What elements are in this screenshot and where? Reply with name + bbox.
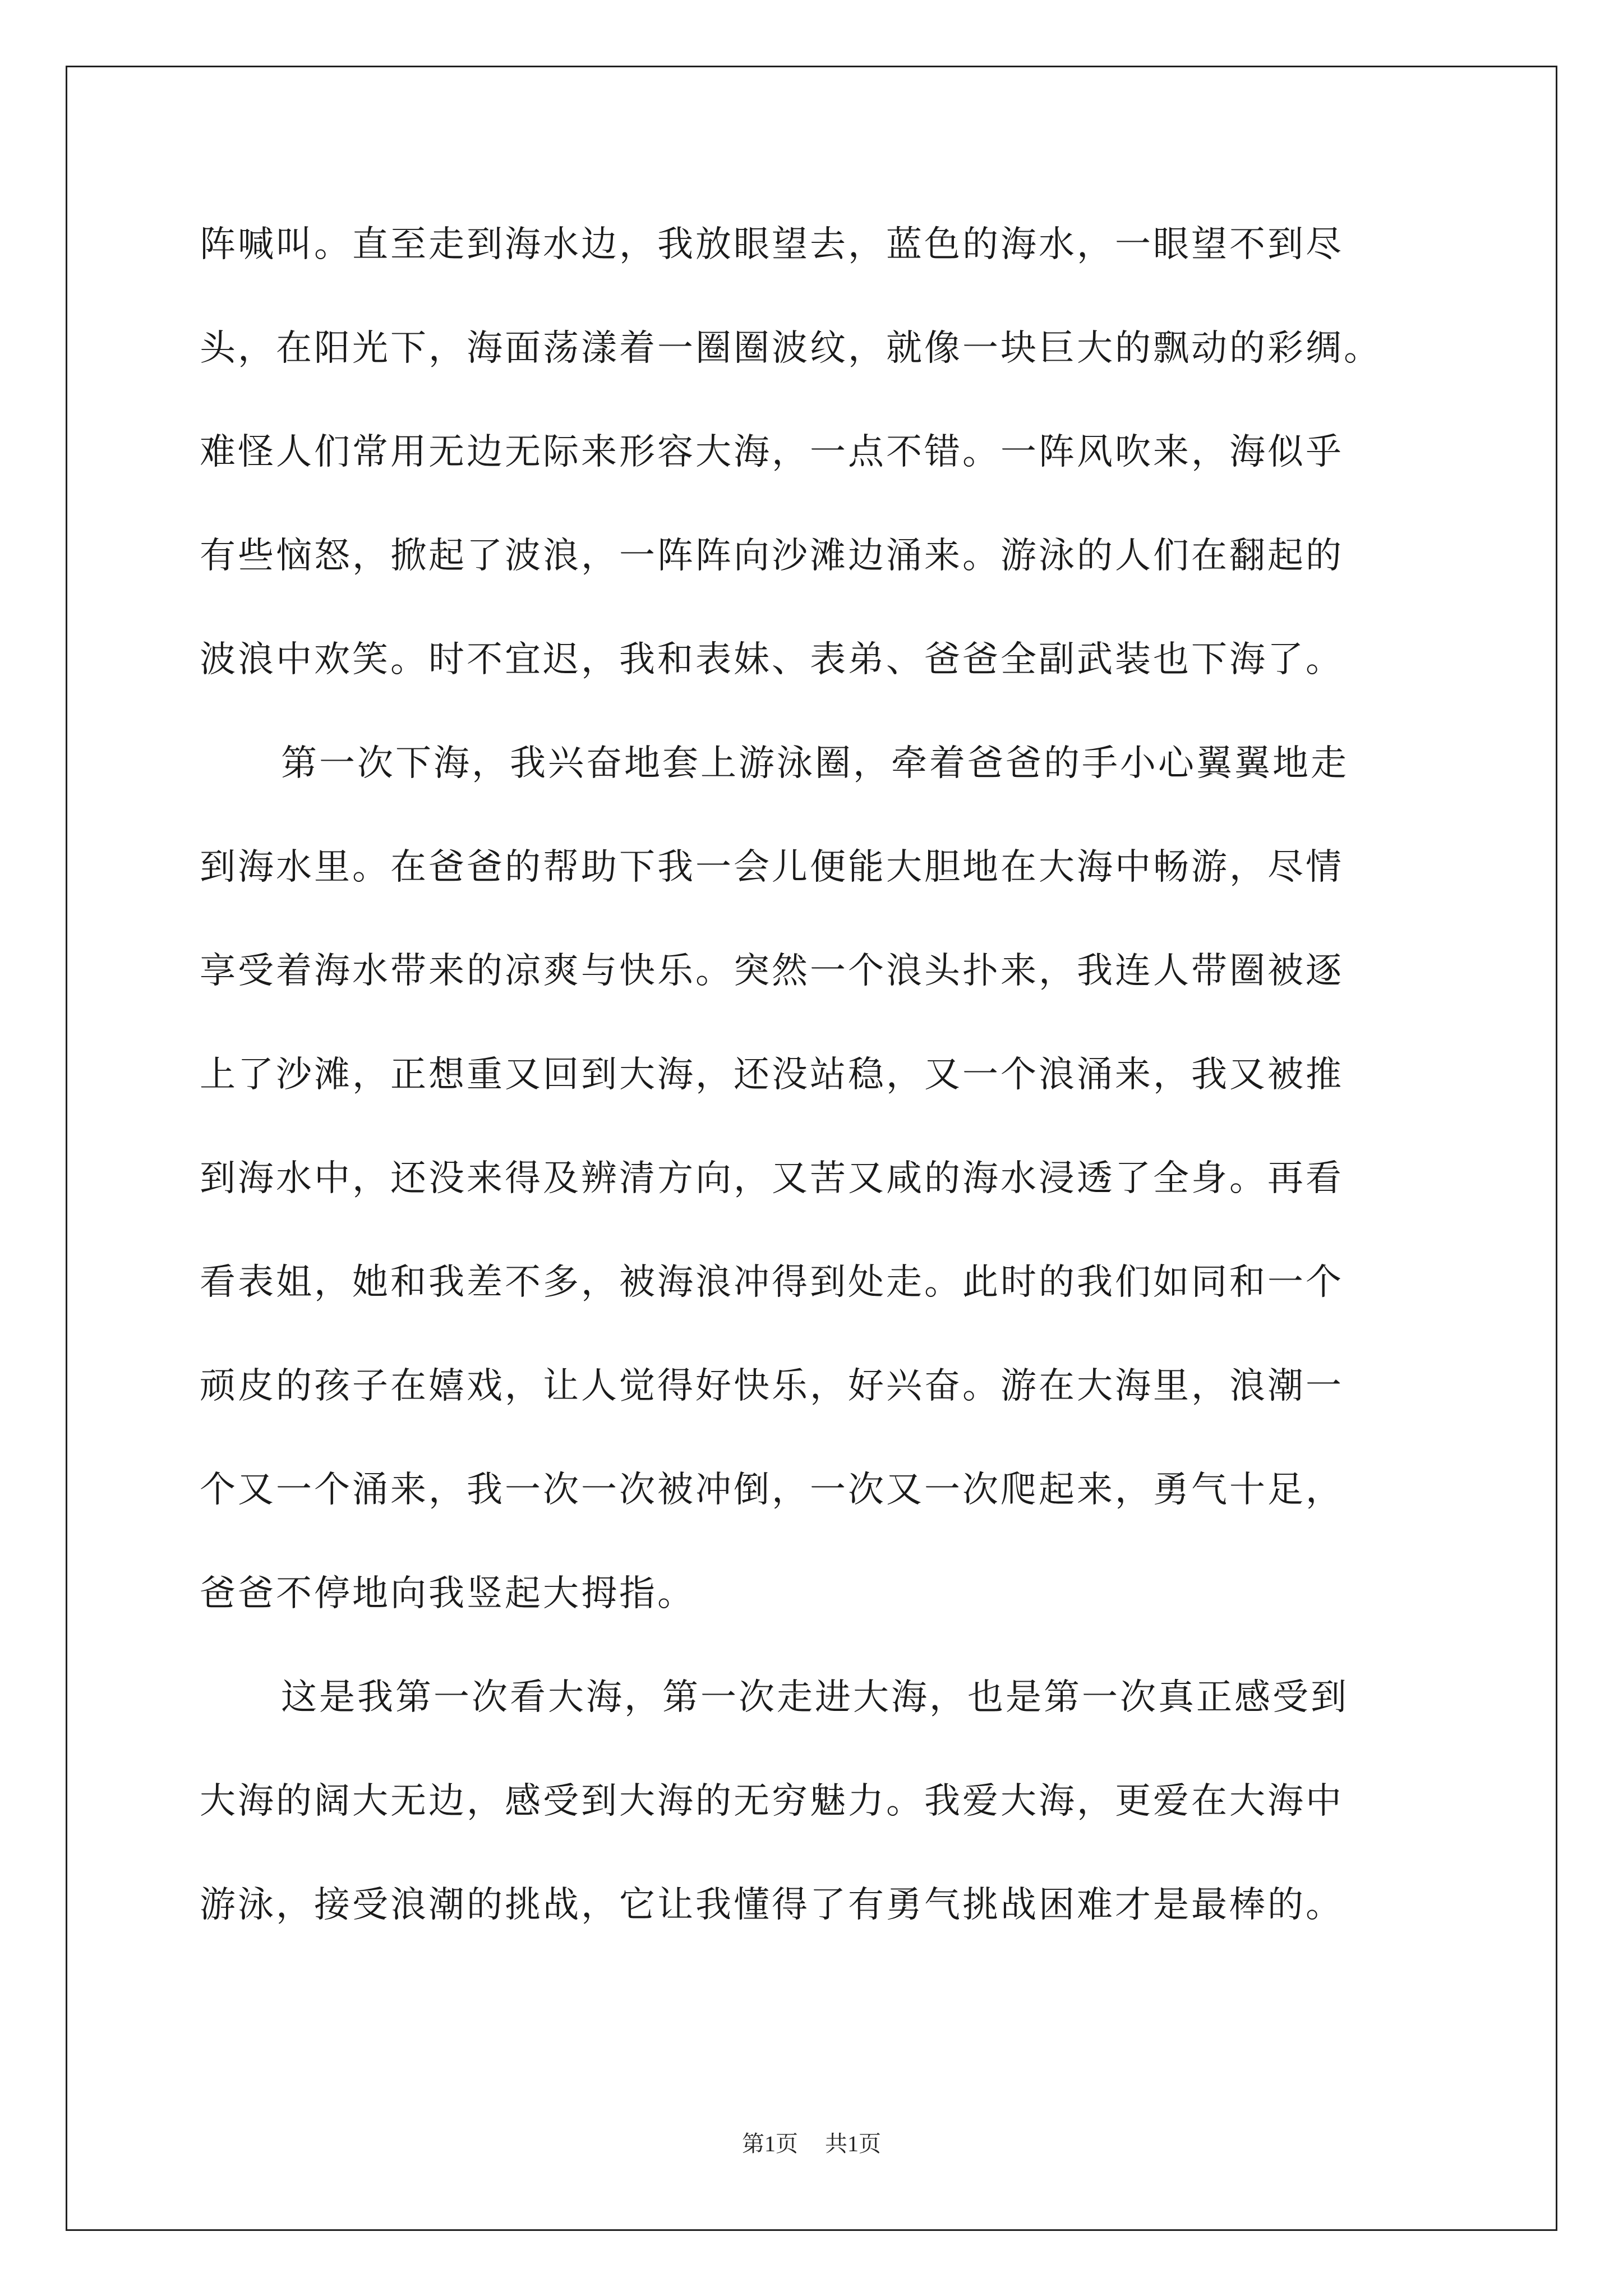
text-line: 游泳，接受浪潮的挑战，它让我懂得了有勇气挑战困难才是最棒的。 bbox=[200, 1884, 1344, 1926]
page-total: 共1页 bbox=[825, 2131, 881, 2156]
page-footer bbox=[0, 2127, 1623, 2161]
text-line: 到海水里。在爸爸的帮助下我一会儿便能大胆地在大海中畅游，尽情 bbox=[200, 846, 1344, 888]
text-line: 顽皮的孩子在嬉戏，让人觉得好快乐，好兴奋。游在大海里，浪潮一 bbox=[200, 1365, 1344, 1407]
text-line: 个又一个涌来，我一次一次被冲倒，一次又一次爬起来，勇气十足， bbox=[200, 1469, 1344, 1511]
text-line: 阵喊叫。直至走到海水边，我放眼望去，蓝色的海水，一眼望不到尽 bbox=[200, 224, 1344, 265]
text-line: 波浪中欢笑。时不宜迟，我和表妹、表弟、爸爸全副武装也下海了。 bbox=[200, 639, 1344, 680]
paragraph-first-line: 第一次下海，我兴奋地套上游泳圈，牵着爸爸的手小心翼翼地走 bbox=[281, 743, 1349, 784]
text-line: 享受着海水带来的凉爽与快乐。突然一个浪头扑来，我连人带圈被逐 bbox=[200, 950, 1344, 992]
page-number: 第1页 bbox=[742, 2131, 798, 2156]
paragraph-first-line: 这是我第一次看大海，第一次走进大海，也是第一次真正感受到 bbox=[281, 1677, 1349, 1718]
text-line: 爸爸不停地向我竖起大拇指。 bbox=[200, 1573, 695, 1614]
document-body bbox=[200, 214, 1445, 1978]
text-line: 有些恼怒，掀起了波浪，一阵阵向沙滩边涌来。游泳的人们在翻起的 bbox=[200, 535, 1344, 577]
text-line: 难怪人们常用无边无际来形容大海，一点不错。一阵风吹来，海似乎 bbox=[200, 431, 1344, 473]
text-line: 上了沙滩，正想重又回到大海，还没站稳，又一个浪涌来，我又被推 bbox=[200, 1054, 1344, 1096]
text-line: 看表姐，她和我差不多，被海浪冲得到处走。此时的我们如同和一个 bbox=[200, 1262, 1344, 1303]
text-line: 头，在阳光下，海面荡漾着一圈圈波纹，就像一块巨大的飘动的彩绸。 bbox=[200, 328, 1382, 369]
text-line: 大海的阔大无边，感受到大海的无穷魅力。我爱大海，更爱在大海中 bbox=[200, 1780, 1344, 1822]
text-line: 到海水中，还没来得及辨清方向，又苦又咸的海水浸透了全身。再看 bbox=[200, 1158, 1344, 1199]
